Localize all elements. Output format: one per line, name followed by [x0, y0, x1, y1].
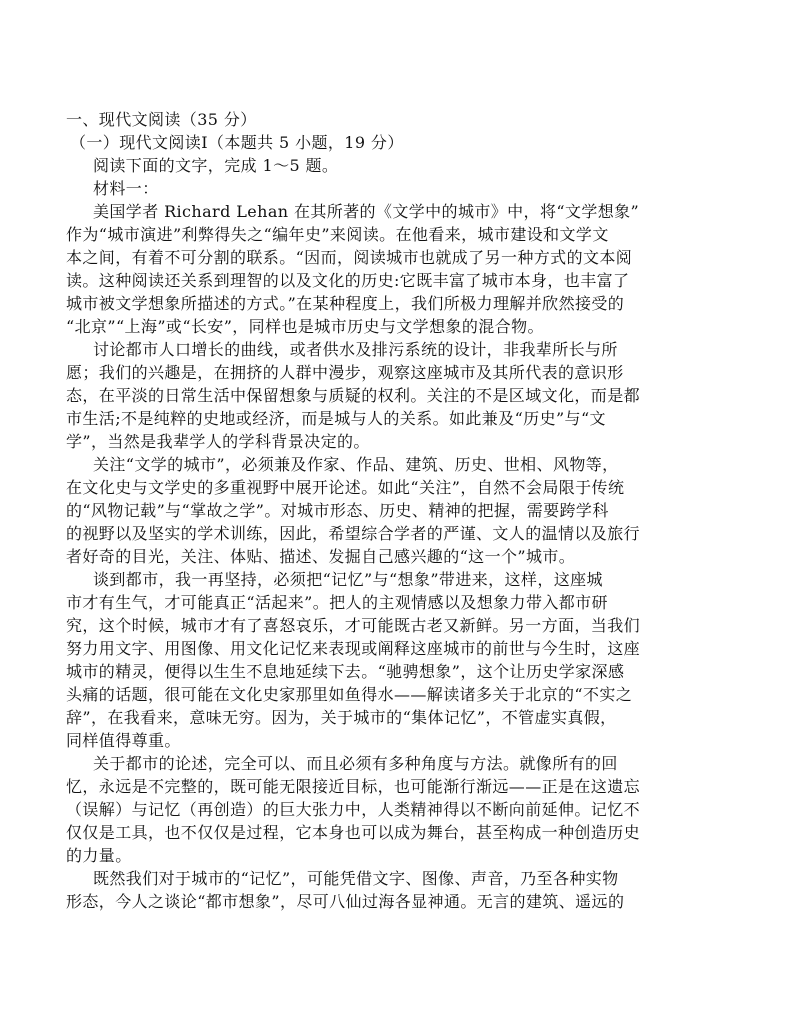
- paragraph-line: 美国学者 Richard Lehan 在其所著的《文学中的城市》中，将“文学想象”: [93, 202, 640, 221]
- paragraph-line: “北京”“上海”或“长安”，同样也是城市历史与文学想象的混合物。: [66, 317, 544, 336]
- paragraph-line: 谈到都市，我一再坚持，必须把“记忆”与“想象”带进来，这样，这座城: [93, 570, 603, 589]
- paragraph-line: 究，这个时候，城市才有了喜怒哀乐，才可能既古老又新鲜。另一方面，当我们: [66, 616, 641, 635]
- paragraph-line: 关注“文学的城市”，必须兼及作家、作品、建筑、历史、世相、风物等，: [93, 455, 619, 474]
- paragraph-line: 形态，今人之谈论“都市想象”，尽可八仙过海各显神通。无言的建筑、遥远的: [66, 892, 625, 911]
- paragraph-line: （误解）与记忆（再创造）的巨大张力中，人类精神得以不断向前延伸。记忆不: [66, 800, 641, 819]
- paragraph-line: 同样值得尊重。: [66, 731, 181, 750]
- paragraph-line: 努力用文字、用图像、用文化记忆来表现或阐释这座城市的前世与今生时，这座: [66, 639, 641, 658]
- paragraph-line: 忆，永远是不完整的，既可能无限接近目标，也可能渐行渐远——正是在这遗忘: [66, 777, 641, 796]
- paragraph-line: 在文化史与文学史的多重视野中展开论述。如此“关注”，自然不会局限于传统: [66, 478, 625, 497]
- subsection-heading: （一）现代文阅读Ⅰ（本题共 5 小题，19 分）: [70, 133, 404, 152]
- instruction-text: 阅读下面的文字，完成 1～5 题。: [93, 156, 339, 175]
- material-label: 材料一：: [93, 179, 159, 198]
- section-heading: 一、现代文阅读（35 分）: [66, 110, 257, 129]
- paragraph-line: 讨论都市人口增长的曲线，或者供水及排污系统的设计，非我辈所长与所: [93, 340, 618, 359]
- paragraph-line: 者好奇的目光，关注、体贴、描述、发掘自己感兴趣的“这一个”城市。: [66, 547, 576, 566]
- paragraph-line: 作为“城市演进”利弊得失之“编年史”来阅读。在他看来，城市建设和文学文: [66, 225, 609, 244]
- paragraph-line: 的“风物记载”与“掌故之学”。对城市形态、历史、精神的把握，需要跨学科: [66, 501, 609, 520]
- paragraph-line: 仅仅是工具，也不仅仅是过程，它本身也可以成为舞台，甚至构成一种创造历史: [66, 823, 641, 842]
- paragraph-line: 的视野以及坚实的学术训练，因此，希望综合学者的严谨、文人的温情以及旅行: [66, 524, 641, 543]
- paragraph-line: 辞”，在我看来，意味无穷。因为，关于城市的“集体记忆”，不管虚实真假，: [66, 708, 617, 727]
- paragraph-line: 城市的精灵，便得以生生不息地延续下去。“驰骋想象”，这个让历史学家深感: [66, 662, 625, 681]
- paragraph-line: 学”，当然是我辈学人的学科背景决定的。: [66, 432, 370, 451]
- paragraph-line: 本之间，有着不可分割的联系。“因而，阅读城市也就成了另一种方式的文本阅: [66, 248, 633, 267]
- reading-passage: [66, 108, 728, 913]
- paragraph-line: 的力量。: [66, 846, 132, 865]
- paragraph-line: 头痛的话题，很可能在文化史家那里如鱼得水——解读诸多关于北京的“不实之: [66, 685, 633, 704]
- paragraph-line: 市生活;不是纯粹的史地或经济，而是城与人的关系。如此兼及“历史”与“文: [66, 409, 606, 428]
- paragraph-line: 市才有生气，才可能真正“活起来”。把人的主观情感以及想象力带入都市研: [66, 593, 608, 612]
- paragraph-line: 城市被文学想象所描述的方式。”在某种程度上，我们所极力理解并欣然接受的: [66, 294, 625, 313]
- paragraph-line: 态，在平淡的日常生活中保留想象与质疑的权利。关注的不是区域文化，而是都: [66, 386, 641, 405]
- paragraph-line: 读。这种阅读还关系到理智的以及文化的历史:它既丰富了城市本身，也丰富了: [66, 271, 630, 290]
- paragraph-line: 愿；我们的兴趣是，在拥挤的人群中漫步，观察这座城市及其所代表的意识形: [66, 363, 624, 382]
- paragraph-line: 既然我们对于城市的“记忆”，可能凭借文字、图像、声音，乃至各种实物: [93, 869, 619, 888]
- paragraph-line: 关于都市的论述，完全可以、而且必须有多种角度与方法。就像所有的回: [93, 754, 618, 773]
